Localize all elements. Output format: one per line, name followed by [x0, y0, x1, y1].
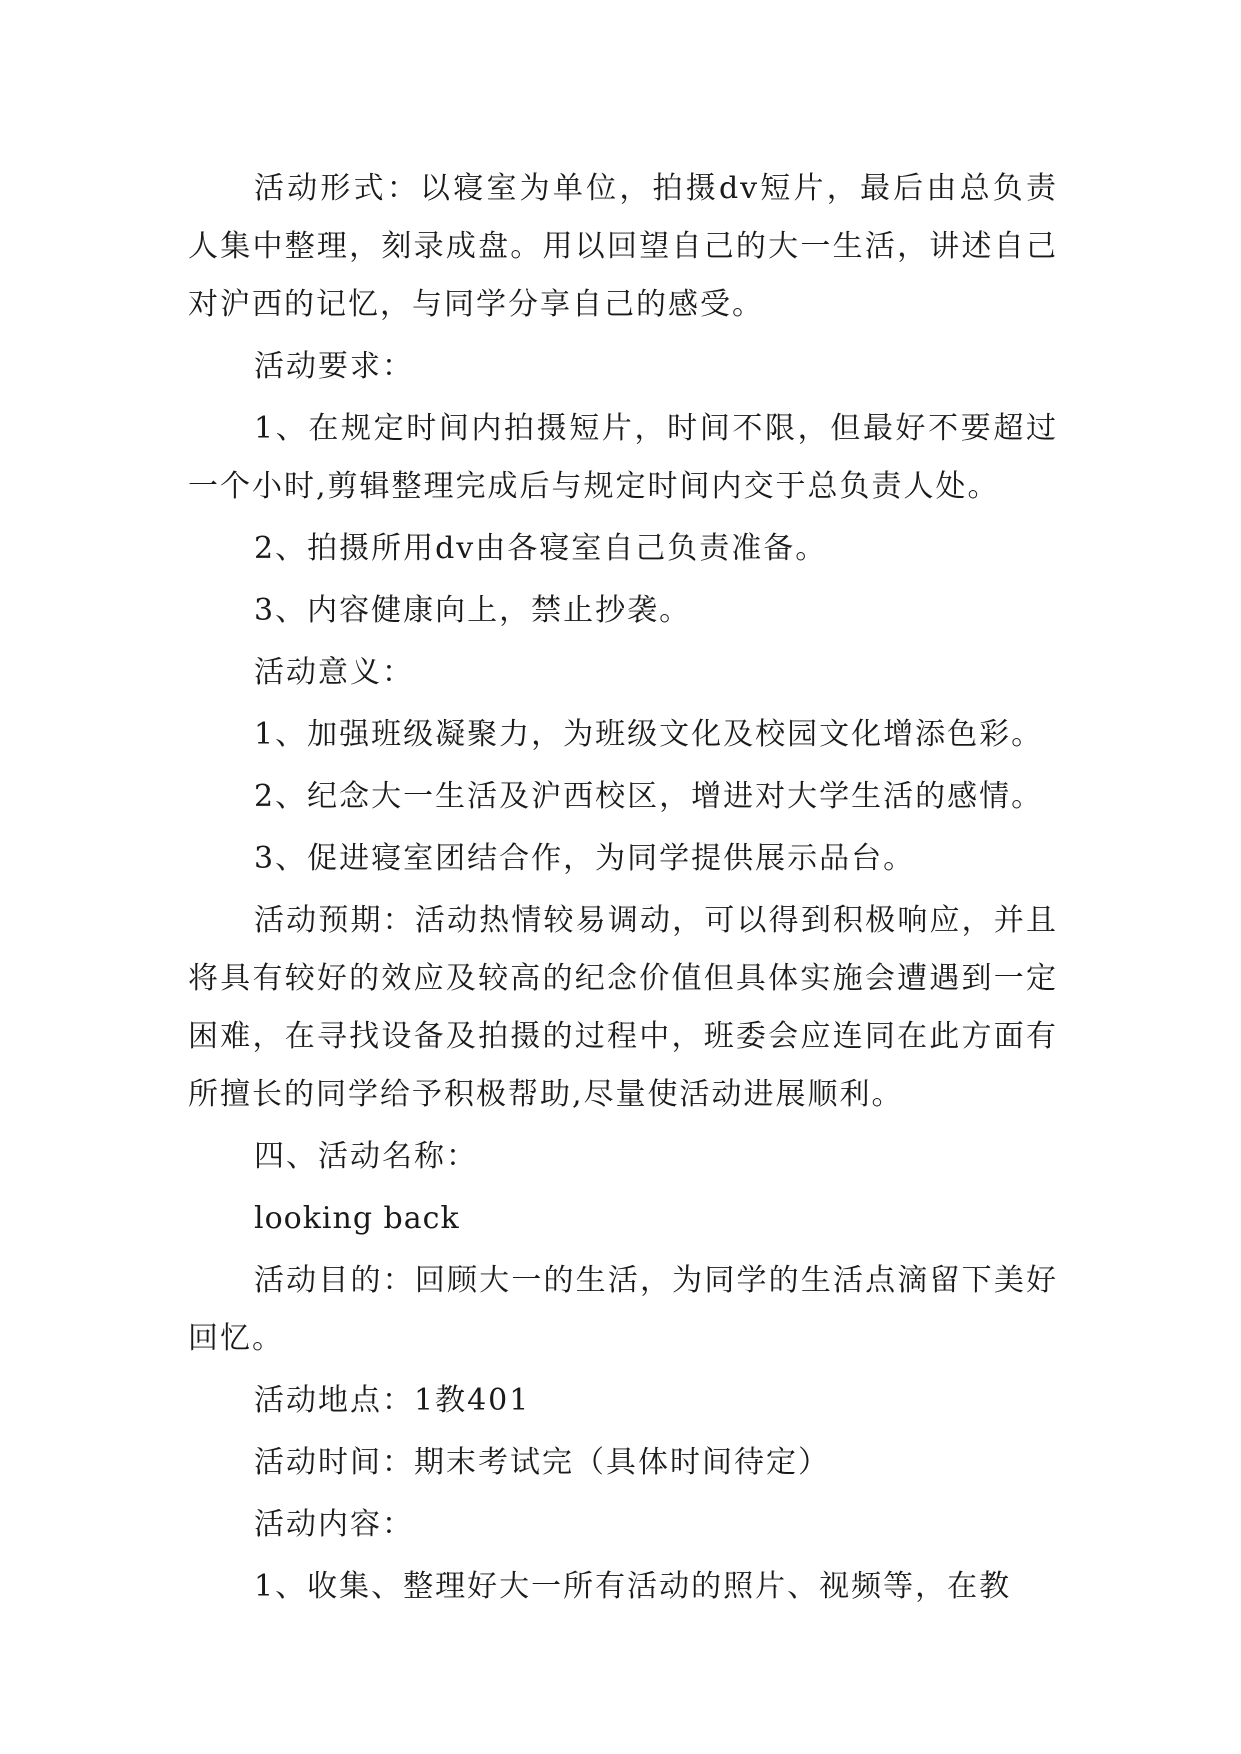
heading-activity-content: 活动内容： [254, 1507, 414, 1542]
document-body [188, 160, 1058, 1620]
heading-activity-name: 四、活动名称： [254, 1139, 478, 1174]
requirement-item-3: 3、内容健康向上，禁止抄袭。 [254, 593, 692, 628]
paragraph-activity-purpose: 活动目的：回顾大一的生活，为同学的生活点滴留下美好回忆。 [188, 1263, 1058, 1356]
significance-item-1: 1、加强班级凝聚力，为班级文化及校园文化增添色彩。 [254, 717, 1044, 752]
requirement-item-1: 1、在规定时间内拍摄短片，时间不限，但最好不要超过一个小时,剪辑整理完成后与规定时间内交于总负责人处。 [188, 411, 1058, 504]
content-item-1: 1、收集、整理好大一所有活动的照片、视频等，在教 [254, 1569, 1012, 1604]
paragraph-activity-time: 活动时间：期末考试完（具体时间待定） [254, 1445, 830, 1480]
heading-activity-requirements: 活动要求： [254, 349, 414, 384]
paragraph-activity-expectation: 活动预期：活动热情较易调动，可以得到积极响应，并且将具有较好的效应及较高的纪念价值但具体实施会遭遇到一定困难，在寻找设备及拍摄的过程中，班委会应连同在此方面有所擅长的同学给予积极帮助,尽量使活动进展顺利。 [188, 903, 1058, 1112]
requirement-item-2: 2、拍摄所用dv由各寝室自己负责准备。 [254, 531, 828, 566]
paragraph-activity-location: 活动地点：1教401 [254, 1383, 531, 1418]
heading-activity-significance: 活动意义： [254, 655, 414, 690]
significance-item-3: 3、促进寝室团结合作，为同学提供展示品台。 [254, 841, 916, 876]
significance-item-2: 2、纪念大一生活及沪西校区，增进对大学生活的感情。 [254, 779, 1044, 814]
activity-name-value: looking back [254, 1201, 460, 1236]
paragraph-activity-form: 活动形式：以寝室为单位，拍摄dv短片，最后由总负责人集中整理，刻录成盘。用以回望自己的大一生活，讲述自己对沪西的记忆，与同学分享自己的感受。 [188, 171, 1058, 322]
